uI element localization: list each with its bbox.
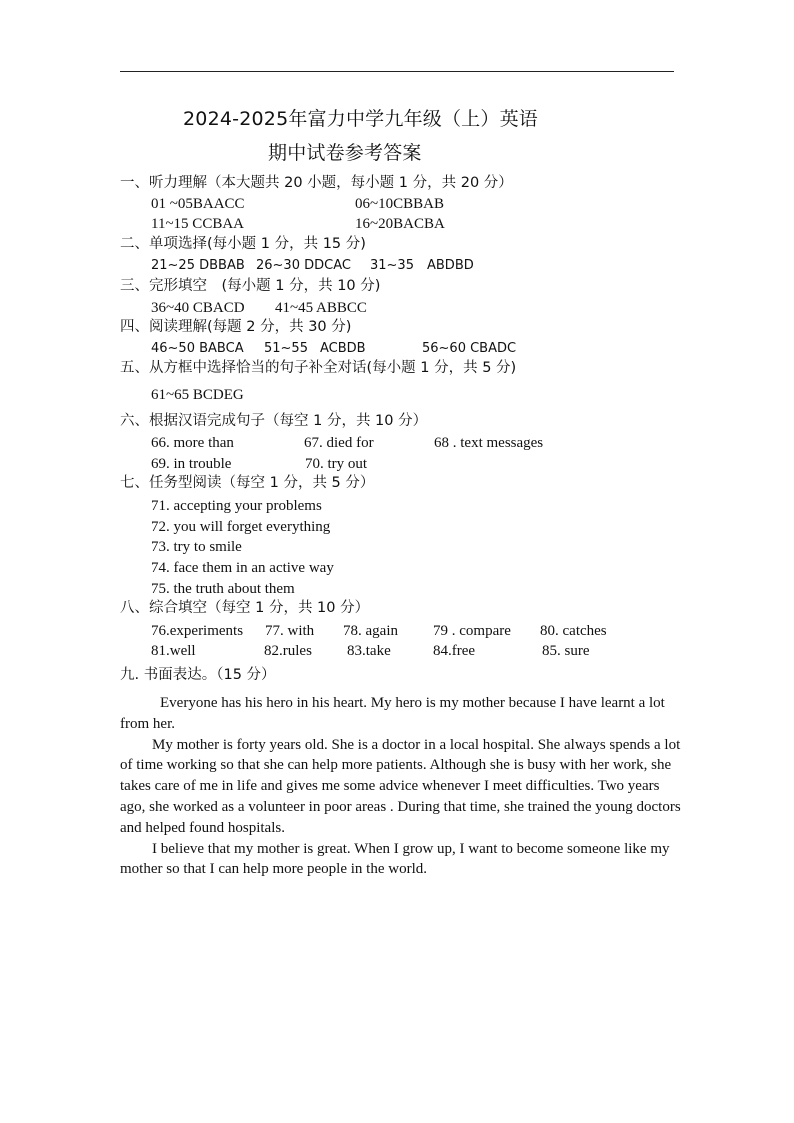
answer-78: 78. again <box>343 623 398 639</box>
essay-paragraph-1: Everyone has his hero in his heart. My hero is my mother because I have learnt a lot from her. <box>120 695 665 732</box>
document-title: 2024-2025年富力中学九年级（上）英语 <box>183 108 538 130</box>
answer-46-50: 46~50 BABCA <box>151 341 244 356</box>
answer-11-15: 11~15 CCBAA <box>151 216 244 232</box>
answer-66: 66. more than <box>151 435 234 451</box>
answer-69: 69. in trouble <box>151 456 232 472</box>
section-9-heading: 九. 书面表达。（15 分） <box>120 667 276 683</box>
answer-79: 79 . compare <box>433 623 511 639</box>
section-7-heading: 七、任务型阅读（每空 1 分，共 5 分） <box>120 475 375 491</box>
header-rule <box>120 71 674 72</box>
answer-51-55-label: 51~55 <box>264 341 308 356</box>
answer-01-05: 01 ~05BAACC <box>151 196 245 212</box>
answer-68: 68 . text messages <box>434 435 544 451</box>
answer-83: 83.take <box>347 643 391 659</box>
section-6-heading: 六、根据汉语完成句子（每空 1 分，共 10 分） <box>120 413 428 429</box>
answer-70: 70. try out <box>305 456 368 472</box>
section-8-heading: 八、综合填空（每空 1 分，共 10 分） <box>120 600 370 616</box>
answer-31-35: ABDBD <box>427 258 474 273</box>
section-5-heading: 五、从方框中选择恰当的句子补全对话(每小题 1 分，共 5 分) <box>120 360 517 376</box>
answer-72: 72. you will forget everything <box>151 519 331 535</box>
section-2-heading: 二、单项选择(每小题 1 分，共 15 分) <box>120 236 366 252</box>
answer-41-45: 41~45 ABBCC <box>275 300 367 316</box>
answer-51-55: ACBDB <box>320 341 366 356</box>
answer-80: 80. catches <box>540 623 607 639</box>
answer-16-20: 16~20BACBA <box>355 216 445 232</box>
answer-56-60: 56~60 CBADC <box>422 341 517 356</box>
answer-75: 75. the truth about them <box>151 581 295 597</box>
answer-76: 76.experiments <box>151 623 244 639</box>
answer-71: 71. accepting your problems <box>151 498 322 514</box>
answer-21-25: 21~25 DBBAB <box>151 258 245 273</box>
section-4-heading: 四、阅读理解(每题 2 分，共 30 分) <box>120 319 352 335</box>
document-subtitle: 期中试卷参考答案 <box>268 142 422 164</box>
essay-paragraph-3: I believe that my mother is great. When I grow up, I want to become someone like my mother so that I can help more people in the world. <box>120 840 670 878</box>
section-3-heading: 三、完形填空 (每小题 1 分，共 10 分) <box>120 278 381 294</box>
answer-84: 84.free <box>433 643 476 659</box>
answer-77: 77. with <box>265 623 315 639</box>
answer-73: 73. try to smile <box>151 539 242 555</box>
answer-67: 67. died for <box>304 435 374 451</box>
answer-61-65: 61~65 BCDEG <box>151 387 244 403</box>
answer-06-10: 06~10CBBAB <box>355 196 444 212</box>
answer-85: 85. sure <box>542 643 590 659</box>
answer-82: 82.rules <box>264 643 312 659</box>
answer-26-30: 26~30 DDCAC <box>256 258 351 273</box>
answer-36-40: 36~40 CBACD <box>151 300 245 316</box>
essay-paragraph-2: My mother is forty years old. She is a doctor in a local hospital. She always spends a lot of time working so that she can help more patients. Although she is busy with her work, she takes care of me in life and gives me some advice whenever I meet difficulties. Two years ago, she worked as a volunteer in poor areas . During that time, she trained the young doctors and helped found hospitals. <box>120 736 681 836</box>
answer-31-35-label: 31~35 <box>370 258 414 273</box>
section-1-heading: 一、听力理解（本大题共 20 小题，每小题 1 分，共 20 分） <box>120 175 513 191</box>
essay <box>120 693 682 880</box>
answer-81: 81.well <box>151 643 196 659</box>
answer-74: 74. face them in an active way <box>151 560 334 576</box>
